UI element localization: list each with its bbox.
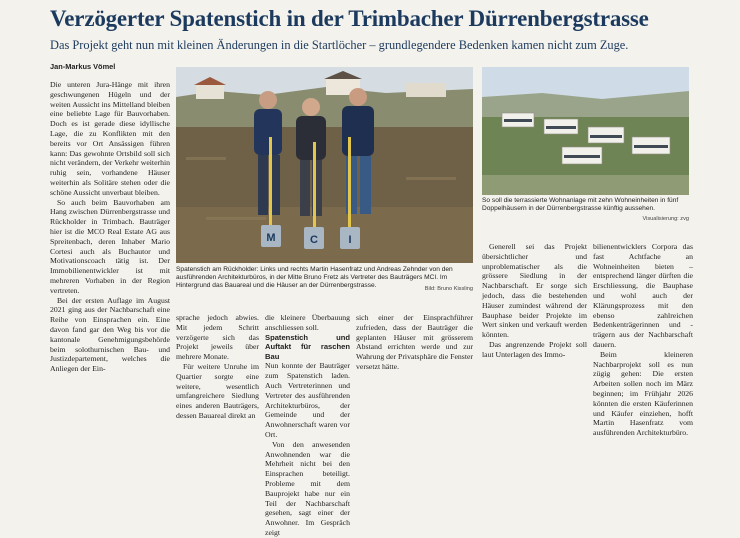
visualization-caption: So soll die terrassierte Wohnanlage mit zehn Wohneinheiten in fünf Doppelhäusern in der Dürrenbergstrasse künftig aussehen. [482, 197, 679, 213]
subheading: Spatenstich und Auftakt für raschen Bau [265, 332, 350, 361]
visualization-credit: Visualisierung: zvg [642, 216, 689, 222]
headline: Verzögerter Spatenstich in der Trimbacher Dürrenbergstrasse [50, 6, 649, 31]
spade-letter: M [266, 232, 276, 244]
paragraph: sprache jedoch abwies. Mit jedem Schritt verzögerte sich das Projekt jeweils über mehrere Monate. [176, 313, 259, 362]
paragraph: Beim kleineren Nachbarprojekt soll es nun zügig gehen: Die ersten Arbeiten sollen noch im März beginnen; im Frühjahr 2026 könnten die ersten Käuferinnen und Käufer einziehen, hofft Martin Hasenfratz vom ausführenden Architekturbüro. [593, 349, 693, 438]
paragraph: die kleinere Überbauung anschliessen soll. [265, 313, 350, 332]
paragraph: Von den anwesenden Anwohnenden war die Mehrheit nicht bei den Einsprachen beteiligt. Probleme mit dem Bauprojekt habe nur ein Teil der Nachbarschaft gesehen, sagt einer der Anwohner. Im Gespräch zeigt [265, 439, 350, 537]
paragraph: So auch beim Bauvorhaben am Hang zwischen Dürrenbergstrasse und Rückholder in Trimbach. Bauträger hier ist die MCO Real Estate AG aus Spreitenbach, deren Inhaber Mario Cortesi auch als Buchautor und Motivationscoach tätig ist. Der Immobilienentwickler ist mit mehreren Vorhaben in der Region vertreten. [50, 197, 170, 295]
paragraph: Das angrenzende Projekt soll laut Unterlagen des Immo- [482, 339, 587, 359]
photo-caption: Spatenstich am Rückholder: Links und rechts Martin Hasenfratz und Andreas Zehnder von den ausführenden Architekturbüros, in der Mitte Bruno Fretz als Vertreter des Bauträgers MCI. Im Hintergrund das Bauareal und die Häuser an der Dürrenbergstrasse. [176, 266, 453, 290]
article-column-1 [50, 80, 170, 415]
paragraph: Die unteren Jura-Hänge mit ihren geschwungenen Hügeln und der weiten Aussicht ins Mittelland bleiben eine beliebte Lage für Bauvorhaben. Doch es ist gerade diese idyllische Lage, die zu Konflikten mit den bereits vor Ort Ansässigen führen kann: Das gewohnte Ortsbild soll sich nicht verändern, der Verkehr weiterhin ruhig sein, vorhandene Häuser weiterhin als Solitäre stehen oder die schöne Aussicht unverbaut bleiben. [50, 80, 170, 197]
paragraph: bilienentwicklers Corpora das fast Achtfache an Wohneinheiten bieten – entsprechend länger dürften die Erschliessung, die Bauphase und wohl auch der Klärungsprozess mit den ebenso zahlreichen Bedenkenträgerinnen und -trägern aus der Nachbarschaft dauern. [593, 242, 693, 349]
subtitle: Das Projekt geht nun mit kleinen Änderungen in die Startlöcher – grundlegendere Bedenken kamen nicht zum Zuge. [50, 38, 629, 52]
article-column-4 [482, 242, 587, 415]
spade-letter: I [348, 234, 352, 246]
article-column-3-continued [356, 313, 473, 415]
paragraph: Bei der ersten Auflage im August 2021 ging aus der Nachbarschaft eine Reihe von Einsprachen ein. Eine davon fand gar den Weg bis vor die kantonale Genehmigungsbehörde beim solothurnischen Bau- und Justizdepartement, welches die Anliegen der Ein- [50, 295, 170, 374]
spade-letter: C [310, 234, 318, 246]
author-byline: Jan-Markus Vömel [50, 62, 116, 71]
photo-groundbreaking [176, 67, 473, 263]
article-column-3 [265, 313, 350, 537]
article-column-2 [176, 313, 259, 420]
photo-credit: Bild: Bruno Kissling [424, 286, 473, 292]
paragraph: sich einer der Einsprachführer zufrieden, dass der Bauträger die geplanten Häuser mit grösserem Abstand errichten werde und zur Wahrung der Privatsphäre die Fenster versetzt hätte. [356, 313, 473, 371]
paragraph: Generell sei das Projekt übersichtlicher und unproblematischer als die grössere Siedlung in der Nachbarschaft. Er sorge sich jedoch, dass die bestehenden Häuser zumindest während der Bauphase beider Projekte im Wert sinken und verkauft werden könnten. [482, 242, 587, 340]
article-column-5 [593, 242, 693, 438]
photo-groundbreaking-illustration [176, 67, 473, 263]
photo-visualization [482, 67, 689, 195]
paragraph: Für weitere Unruhe im Quartier sorgte eine weitere, wesentlich umfangreichere Siedlung eines anderen Bauträgers, dessen Bauareal direkt an [176, 361, 259, 420]
paragraph: Nun konnte der Bauträger zum Spatenstich laden. Auch Vertreterinnen und Vertreter des ausführenden Architekturbüros, der Gemeinde und der Anwohnerschaft waren vor Ort. [265, 361, 350, 439]
visualization-illustration [482, 67, 689, 195]
